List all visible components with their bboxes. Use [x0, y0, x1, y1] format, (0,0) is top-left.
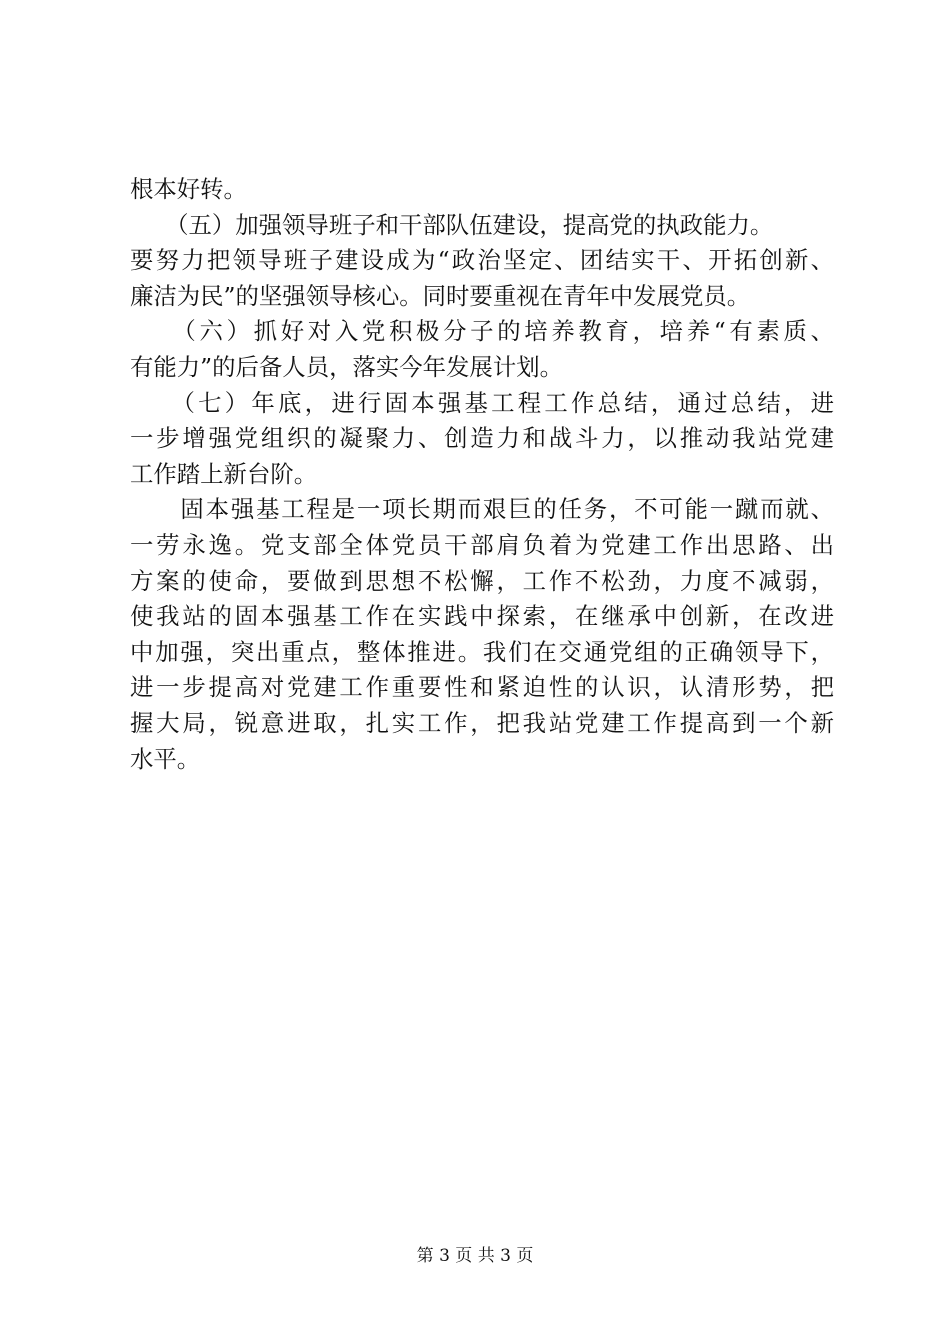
text-line: 一步增强党组织的凝聚力、创造力和战斗力，以推动我站党建 [130, 424, 834, 453]
text-line: （七）年底，进行固本强基工程工作总结，通过总结，进 [130, 388, 834, 417]
document-body [130, 172, 834, 777]
text-line: 一劳永逸。党支部全体党员干部肩负着为党建工作出思路、出 [130, 530, 834, 559]
text-line: 固本强基工程是一项长期而艰巨的任务，不可能一蹴而就、 [130, 495, 834, 524]
page-number-footer: 第 3 页 共 3 页 [416, 1246, 534, 1266]
text-line: 方案的使命，要做到思想不松懈，工作不松劲，力度不减弱， [130, 566, 834, 595]
text-line: 握大局，锐意进取，扎实工作，把我站党建工作提高到一个新 [130, 708, 834, 737]
text-line: 使我站的固本强基工作在实践中探索，在继承中创新，在改进 [130, 602, 834, 631]
text-line: 廉洁为民”的坚强领导核心。同时要重视在青年中发展党员。 [130, 281, 751, 310]
text-line: （五）加强领导班子和干部队伍建设，提高党的执政能力。 [130, 210, 774, 239]
text-line: 进一步提高对党建工作重要性和紧迫性的认识，认清形势，把 [130, 673, 834, 702]
text-line: 要努力把领导班子建设成为“政治坚定、团结实干、开拓创新、 [130, 246, 834, 275]
text-line: （六）抓好对入党积极分子的培养教育，培养“有素质、 [130, 317, 834, 346]
text-line: 有能力”的后备人员，落实今年发展计划。 [130, 352, 563, 381]
text-line: 水平。 [130, 744, 201, 773]
text-line: 根本好转。 [130, 175, 247, 203]
text-line: 中加强，突出重点，整体推进。我们在交通党组的正确领导下， [130, 637, 834, 666]
text-line: 工作踏上新台阶。 [130, 459, 318, 488]
